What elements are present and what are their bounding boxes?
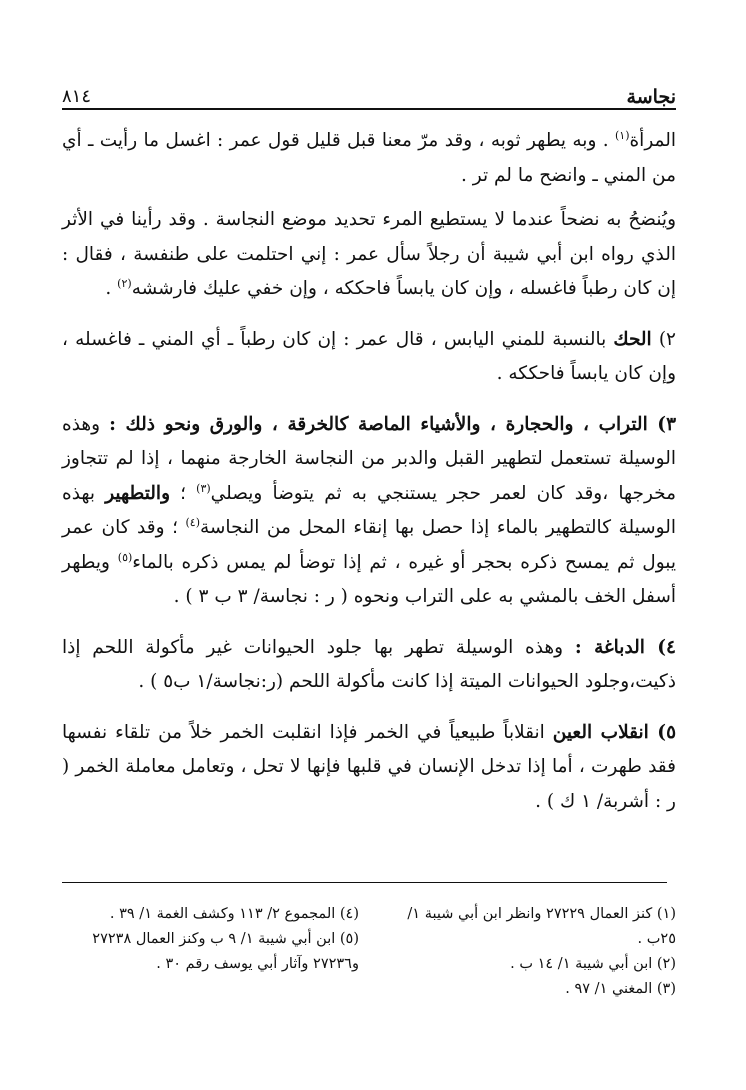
footnote-ref: (١): [614, 128, 630, 142]
running-title: نجاسة: [626, 86, 676, 108]
paragraph: [62, 124, 676, 193]
text-run: وهذه الوسيلة تطهر بها جلود الحيوانات غير مأكولة اللحم إذا ذكيت،وجلود الحيوانات الميتة إذا كانت مأكولة اللحم (ر:نجاسة/١ ب٥ ) .: [62, 636, 676, 692]
bold-term: ٤) الدباغة :: [574, 636, 676, 658]
footnote-ref: (٥): [117, 550, 133, 564]
footnote-ref: (٢): [117, 276, 132, 290]
text-run: بهذه الوسيلة كالتطهير بالماء إذا حصل بها إنقاء المحل من النجاسة: [62, 482, 676, 538]
footnotes-left-column: [62, 902, 359, 1002]
footnotes-right-column: [379, 902, 676, 1002]
footnote: (٥) ابن أبي شيبة ١/ ٩ ب وكنز العمال ٢٧٢٣٨ و٢٧٢٣٦ وآثار أبي يوسف رقم ٣٠ .: [92, 931, 359, 972]
footnote: (٢) ابن أبي شيبة ١/ ١٤ ب .: [510, 956, 676, 972]
text-run: المرأة: [629, 130, 676, 151]
page-header: [62, 82, 676, 110]
paragraph: [62, 323, 676, 392]
text-run: ويُنضحُ به نضحاً عندما لا يستطيع المرء تحديد موضع النجاسة . وقد رأينا في الأثر الذي رواه ابن أبي شيبة أن رجلاً سأل عمر : إني احتلمت على طنفسة ، فقال : إن كان رطباً فاغسله ، وإن كان يابساً فاحككه ، وإن خفي عليك فارششه: [62, 209, 676, 299]
page-number: ٨١٤: [62, 86, 92, 107]
footnote: (٣) المغني ١/ ٩٧ .: [565, 981, 676, 997]
footnote-ref: (٣): [196, 481, 211, 495]
text-run: .: [105, 278, 118, 299]
text-run: ؛ وقد كان عمر يبول ثم يمسح ذكره بحجر أو غيره ، ثم إذا توضأ لم يمس ذكره بالماء: [62, 517, 676, 573]
text-run: ؛: [170, 482, 197, 504]
body-text: [62, 124, 676, 819]
paragraph: [62, 203, 676, 307]
footnote-ref: (٤): [185, 515, 201, 529]
footnotes: [62, 902, 676, 1002]
bold-term: والتطهير: [105, 482, 171, 504]
text-run: ٢): [651, 328, 676, 350]
bold-term: ٥) انقلاب العين: [552, 721, 677, 743]
text-run: ويطهر أسفل الخف بالمشي به على التراب ونحوه ( ر : نجاسة/ ٣ ب ٣ ) .: [62, 551, 676, 607]
bold-term: الحك: [613, 328, 652, 350]
bold-term: ٣) التراب ، والحجارة ، والأشياء الماصة كالخرقة ، والورق ونحو ذلك :: [109, 413, 676, 435]
footnote: (١) كنز العمال ٢٧٢٢٩ وانظر ابن أبي شيبة ١/ ٢٥ب .: [407, 906, 676, 947]
text-run: انقلاباً طبيعياً في الخمر فإذا انقلبت الخمر خلاً من تلقاء نفسها فقد طهرت ، أما إذا تدخل الإنسان في قلبها فإنها لا تحل ، وتعامل معاملة الخمر ( ر : أشربة/ ١ ك ) .: [62, 721, 676, 812]
footnote: (٤) المجموع ٢/ ١١٣ وكشف الغمة ١/ ٣٩ .: [109, 906, 359, 922]
document-page: [62, 82, 676, 835]
paragraph: [62, 631, 676, 700]
text-run: بالنسبة للمني اليابس ، قال عمر : إن كان رطباً ـ أي المني ـ فاغسله ، وإن كان يابساً فاحككه .: [62, 328, 676, 384]
text-run: وهذه الوسيلة تستعمل لتطهير القبل والدبر من النجاسة الخارجة منهما ، إذا لم تتجاوز مخرجها ،وقد كان لعمر حجر يستنجي به ثم يتوضأ ويصلي: [62, 413, 676, 504]
paragraph: [62, 716, 676, 820]
paragraph: [62, 408, 676, 615]
footnote-separator: [62, 882, 667, 883]
text-run: . وبه يطهر ثوبه ، وقد مرّ معنا قبل قليل قول عمر : اغسل ما رأيت ـ أي من المني ـ وانضح ما لم تر .: [62, 130, 676, 186]
